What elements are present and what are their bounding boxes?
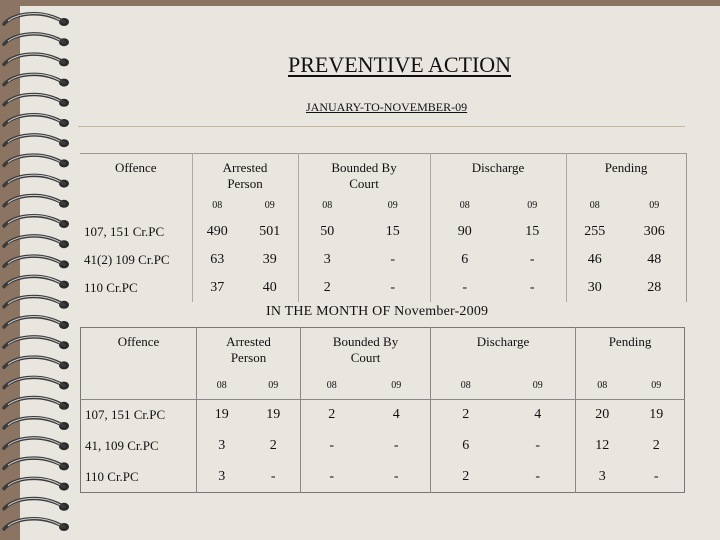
- value-cell: 490: [192, 218, 242, 246]
- header-bounded: Bounded By Court: [301, 328, 431, 372]
- offence-cell: 41, 109 Cr.PC: [85, 438, 159, 453]
- binding-ring: [4, 398, 64, 408]
- year-08: 08: [430, 194, 499, 218]
- header-bounded: Bounded By Court: [298, 154, 430, 194]
- header-discharge: Discharge: [431, 328, 576, 372]
- year-08: 08: [566, 194, 623, 218]
- binding-ring: [4, 175, 64, 185]
- header-pending: Pending: [566, 154, 686, 194]
- binding-ring: [4, 458, 64, 468]
- value-cell: 2: [301, 400, 363, 431]
- offence-cell: 107, 151 Cr.PC: [84, 223, 165, 239]
- value-cell: 306: [643, 223, 665, 239]
- value-cell: 4: [363, 400, 431, 431]
- value-cell: 4: [501, 400, 576, 431]
- value-cell: 3: [197, 431, 247, 462]
- header-offence: Offence: [114, 160, 157, 175]
- summary-table-november: [80, 327, 685, 493]
- year-09: 09: [264, 200, 275, 211]
- binding-ring: [4, 74, 64, 84]
- year-08: 08: [576, 372, 629, 400]
- spiral-binding: [0, 0, 80, 540]
- value-cell: -: [393, 438, 399, 453]
- value-cell: 3: [197, 462, 247, 493]
- year-09: 09: [651, 379, 662, 391]
- year-08: 08: [298, 194, 356, 218]
- value-cell: 19: [247, 400, 301, 431]
- summary-table-jan-nov: [80, 153, 687, 302]
- header-discharge: Discharge: [430, 154, 566, 194]
- table-row: [80, 246, 686, 274]
- value-cell: 40: [262, 279, 277, 295]
- value-cell: 50: [298, 218, 356, 246]
- binding-ring: [4, 357, 64, 367]
- value-cell: 28: [647, 279, 662, 295]
- header-pending: Pending: [576, 328, 685, 372]
- binding-ring: [4, 34, 64, 44]
- page-title: PREVENTIVE ACTION: [288, 52, 512, 77]
- value-cell: 19: [629, 400, 685, 431]
- binding-ring: [4, 155, 64, 165]
- offence-cell: 110 Cr.PC: [85, 468, 139, 484]
- binding-ring: [4, 418, 64, 428]
- header-offence: Offence: [117, 334, 160, 349]
- header-arrested: Arrested Person: [197, 328, 301, 372]
- binding-ring: [4, 196, 64, 206]
- year-08: 08: [301, 372, 363, 400]
- divider: [78, 126, 685, 127]
- value-cell: -: [535, 438, 541, 453]
- binding-ring: [4, 135, 64, 145]
- value-cell: 501: [259, 223, 281, 239]
- value-cell: 3: [298, 246, 356, 274]
- value-cell: 12: [576, 431, 629, 462]
- binding-ring: [4, 256, 64, 266]
- year-09: 09: [391, 379, 402, 391]
- value-cell: 6: [430, 246, 499, 274]
- year-08: 08: [431, 372, 501, 400]
- binding-ring: [4, 54, 64, 64]
- value-cell: 15: [525, 223, 540, 239]
- binding-ring: [4, 377, 64, 387]
- value-cell: -: [390, 279, 396, 295]
- value-cell: 19: [197, 400, 247, 431]
- value-cell: -: [529, 279, 535, 295]
- value-cell: 48: [647, 251, 662, 267]
- binding-ring: [4, 317, 64, 327]
- value-cell: -: [535, 468, 541, 484]
- year-09: 09: [649, 200, 660, 211]
- year-08: 08: [197, 372, 247, 400]
- value-cell: 30: [566, 274, 623, 302]
- page-subtitle: JANUARY-TO-NOVEMBER-09: [306, 100, 468, 114]
- year-09: 09: [527, 200, 538, 211]
- offence-cell: 110 Cr.PC: [84, 279, 138, 295]
- table-row: [81, 462, 685, 493]
- binding-ring: [4, 115, 64, 125]
- value-cell: -: [270, 468, 276, 484]
- value-cell: 6: [431, 431, 501, 462]
- header-arrested: Arrested Person: [192, 154, 298, 194]
- table-row: [81, 431, 685, 462]
- value-cell: 2: [652, 438, 660, 453]
- value-cell: 63: [192, 246, 242, 274]
- value-cell: 255: [566, 218, 623, 246]
- year-09: 09: [387, 200, 398, 211]
- offence-cell: 107, 151 Cr.PC: [81, 400, 197, 431]
- value-cell: -: [301, 431, 363, 462]
- value-cell: 39: [262, 251, 277, 267]
- value-cell: 37: [192, 274, 242, 302]
- offence-cell: 41(2) 109 Cr.PC: [84, 251, 170, 267]
- binding-ring: [4, 499, 64, 509]
- table-row: [80, 274, 686, 302]
- value-cell: 90: [430, 218, 499, 246]
- value-cell: -: [390, 251, 396, 267]
- value-cell: 2: [431, 400, 501, 431]
- year-09: 09: [268, 379, 279, 391]
- binding-ring: [4, 95, 64, 105]
- table-row: [80, 218, 686, 246]
- value-cell: 2: [269, 438, 277, 453]
- binding-ring: [4, 438, 64, 448]
- value-cell: -: [430, 274, 499, 302]
- value-cell: 20: [576, 400, 629, 431]
- value-cell: -: [653, 468, 659, 484]
- value-cell: 3: [576, 462, 629, 493]
- year-09: 09: [532, 379, 543, 391]
- value-cell: -: [393, 468, 399, 484]
- year-08: 08: [192, 194, 242, 218]
- value-cell: 46: [566, 246, 623, 274]
- binding-ring: [4, 216, 64, 226]
- binding-ring: [4, 297, 64, 307]
- binding-ring: [4, 236, 64, 246]
- value-cell: -: [301, 462, 363, 493]
- value-cell: 15: [385, 223, 400, 239]
- binding-ring: [4, 14, 64, 24]
- binding-ring: [4, 276, 64, 286]
- value-cell: 2: [431, 462, 501, 493]
- binding-ring: [4, 337, 64, 347]
- binding-ring: [4, 478, 64, 488]
- binding-ring: [4, 519, 64, 529]
- table-row: [81, 400, 685, 431]
- value-cell: -: [529, 251, 535, 267]
- value-cell: 2: [298, 274, 356, 302]
- month-heading: IN THE MONTH OF November-2009: [266, 304, 489, 319]
